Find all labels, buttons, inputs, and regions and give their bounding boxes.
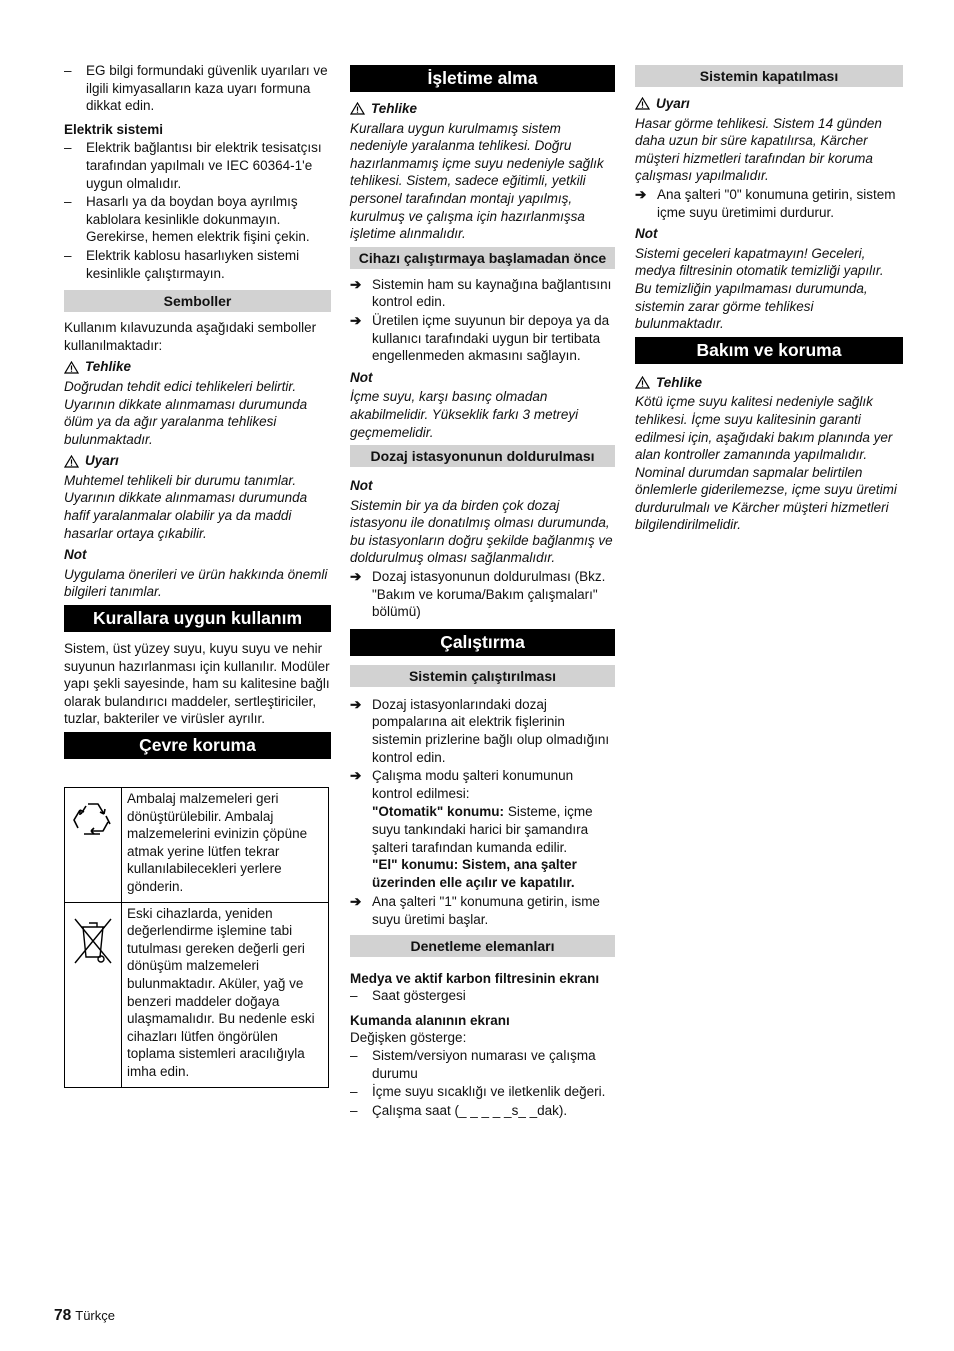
note-label: Not — [64, 547, 87, 563]
list-item: – İçme suyu sıcaklığı ve iletkenlik değeri. — [350, 1084, 606, 1100]
operation-header: Çalıştırma — [350, 629, 615, 656]
danger-text: Kurallara uygun kurulmamış sistem nedeniyle yaralanma tehlikesi. Doğru hazırlanmamış içme suyu nedeniyle sağlık tehlikesi. Sistem, sadece eğitimli, yetkili personel tarafından montajı yapılmış, kurulmuş ve çalışma için hazırlanmışsa işletime alınmalıdır. — [350, 120, 604, 242]
list-item: – Sistem/versiyon numarası ve çalışma durumu — [350, 1047, 596, 1081]
note-text: Uygulama önerileri ve ürün hakkında önemli bilgileri tanımlar. — [64, 566, 328, 600]
danger-label: Tehlike — [64, 358, 331, 376]
environment-table — [64, 787, 329, 1088]
warning-label: Uyarı — [64, 452, 331, 470]
list-item: – Hasarlı ya da boydan boya ayrılmış kablolara kesinlikle dokunmayın. Gerekirse, hemen elektrik fişini çekin. — [64, 194, 310, 245]
note-text: İçme suyu, karşı basınç olmadan akabilmelidir. Yükseklik farkı 3 metreyi geçmemelidir. — [350, 389, 579, 440]
shutdown-header: Sistemin kapatılması — [635, 65, 903, 87]
list-item: ➔ Çalışma modu şalteri konumunun kontrol edilmesi: — [350, 768, 574, 801]
before-header: Cihazı çalıştırmaya başlamadan önce — [350, 247, 615, 269]
list-item: ➔ Dozaj istasyonunun doldurulması (Bkz. "Bakım ve koruma/Bakım çalışmaları" bölümü) — [350, 569, 606, 620]
list-item: – Saat göstergesi — [350, 988, 466, 1004]
warning-triangle-icon — [350, 102, 365, 115]
note-text: Sistemin bir ya da birden çok dozaj istasyonu ile donatılmış olması durumunda, bu istasyonların doğru şekilde bağlanmış ve doldurulmuş olması sağlanmalıdır. — [350, 497, 613, 566]
list-item: – Çalışma saat (_ _ _ _ _s_ _dak). — [350, 1102, 568, 1118]
env-text-1: Ambalaj malzemeleri geri dönüştürülebilir. Ambalaj malzemelerini evinizin çöpüne atmak yerine lütfen tekrar kullanılabilecekleri yerlere gönderin. — [122, 788, 329, 903]
list-item: ➔ Üretilen içme suyunun bir depoya ya da kullanıcı tarafındaki uygun bir tertibata engellenmeden akmasını sağlayın. — [350, 312, 610, 364]
list-item: ➔ Sistemin ham su kaynağına bağlantısını kontrol edin. — [350, 276, 612, 310]
note-text: Sistemi geceleri kapatmayın! Geceleri, medya filtresinin otomatik temizliği yapılır. Bu temizliğin yapılmaması durumunda, sistemin zarar görme tehlikesi bulunmaktadır. — [635, 245, 884, 332]
warning-triangle-icon — [64, 455, 79, 468]
column-2 — [350, 62, 615, 1120]
column-1 — [64, 62, 331, 1088]
note-label: Not — [350, 478, 373, 494]
maintenance-header: Bakım ve koruma — [635, 337, 903, 364]
proper-use-text: Sistem, üst yüzey suyu, kuyu suyu ve nehir suyunun hazırlanması için kullanılır. Modüler yapı şekli sayesinde, ham su kalitesine bağlı olarak bulandırıcı maddeler, sertleştiriciler, tuzlar, bakteriler ve virüsler ayrılır. — [64, 641, 330, 727]
list-item: ➔ Ana şalteri "0" konumuna getirin, sistem içme suyu üretimimi durdurur. — [635, 186, 896, 220]
warning-label: Uyarı — [635, 95, 903, 113]
page-footer — [54, 1307, 115, 1325]
danger-text: Doğrudan tehdit edici tehlikeleri belirtir. Uyarının dikkate alınmaması durumunda ölüm ya da ağır yaralanma tehlikesi bulunmaktadır. — [64, 378, 308, 447]
list-item: – Elektrik kablosu hasarlıyken sistemi kesinlikle çalıştırmayın. — [64, 247, 300, 281]
start-header: İşletime alma — [350, 65, 615, 92]
crossed-bin-icon — [65, 902, 122, 1087]
list-item: – Elektrik bağlantısı bir elektrik tesisatçısı tarafından yapılmalı ve IEC 60364-1'e uygun olmalıdır. — [64, 140, 322, 191]
danger-label: Tehlike — [635, 374, 903, 392]
env-text-2: Eski cihazlarda, yeniden değerlendirme işlemine tabi tutulması gereken değerli geri dönüşüm malzemeleri bulunmaktadır. Aküler, yağ ve benzeri maddeler doğaya ulaşmamalıdır. Bu nedenle eski cihazları lütfen öngörülen toplama sistemleri aracılığıyla imha edin. — [122, 902, 329, 1087]
panel-display-intro: Değişken gösterge: — [350, 1030, 467, 1046]
list-item: ➔ Dozaj istasyonlarındaki dozaj pompalarına ait elektrik fişlerinin sistemin prizlerine bağlı olup olmadığını kontrol edin. — [350, 696, 610, 765]
table-row — [65, 902, 329, 1087]
list-item: – EG bilgi formundaki güvenlik uyarıları ve ilgili kimyasalların kaza uyarı formuna dikkat edin. — [64, 63, 328, 114]
note-label: Not — [635, 226, 658, 242]
danger-text: Kötü içme suyu kalitesi nedeniyle sağlık tehlikesi. İçme suyu kalitesinin garanti edilmesi için, aşağıdaki bakım planında yer alan kontroller zamanında yapılmalıdır. Nominal durumdan sapmalar belirtilen önlemlerle giderilemezse, içme suyu üretimi durdurulmalı ve Kärcher müşteri hizmetleri bilgilendirilmelidir. — [635, 394, 897, 533]
symbols-intro: Kullanım kılavuzunda aşağıdaki semboller kullanılmaktadır: — [64, 320, 317, 353]
warning-triangle-icon — [635, 376, 650, 389]
startup-header: Sistemin çalıştırılması — [350, 665, 615, 687]
warning-triangle-icon — [635, 97, 650, 110]
column-3 — [635, 62, 903, 538]
warning-triangle-icon — [64, 361, 79, 374]
warning-text: Hasar görme tehlikesi. Sistem 14 günden daha uzun bir süre kapatılırsa, Kärcher müşteri hizmetleri tarafından bir koruma çalışması yapılmalıdır. — [635, 115, 882, 184]
table-row — [65, 788, 329, 903]
language-label: Türkçe — [75, 1308, 115, 1323]
controls-header: Denetleme elemanları — [350, 935, 615, 957]
recycle-icon — [65, 788, 122, 903]
list-item: ➔ Ana şalteri "1" konumuna getirin, isme suyu üretimi başlar. — [350, 894, 600, 927]
environment-header: Çevre koruma — [64, 732, 331, 759]
note-label: Not — [350, 369, 373, 385]
dosing-header: Dozaj istasyonunun doldurulması — [350, 445, 615, 467]
proper-use-header: Kurallara uygun kullanım — [64, 605, 331, 632]
symbols-header: Semboller — [64, 290, 331, 312]
filter-display-heading: Medya ve aktif karbon filtresinin ekranı — [350, 970, 600, 986]
danger-label: Tehlike — [350, 100, 615, 118]
panel-display-heading: Kumanda alanının ekranı — [350, 1012, 510, 1028]
auto-mode-text: "Otomatik" konumu: Sisteme, içme suyu tankındaki harici bir şamandıra şalteri tarafından kumanda edilir. — [372, 804, 593, 855]
manual-mode-text: "El" konumu: Sistem, ana şalter üzerinden elle açılır ve kapatılır. — [372, 857, 577, 890]
warning-text: Muhtemel tehlikeli bir durumu tanımlar. Uyarının dikkate alınmaması durumunda hafif yaralanmalar olabilir ya da maddi hasarlar ortaya çıkabilir. — [64, 472, 308, 541]
page-number: 78 — [54, 1307, 72, 1324]
electric-heading: Elektrik sistemi — [64, 121, 164, 137]
